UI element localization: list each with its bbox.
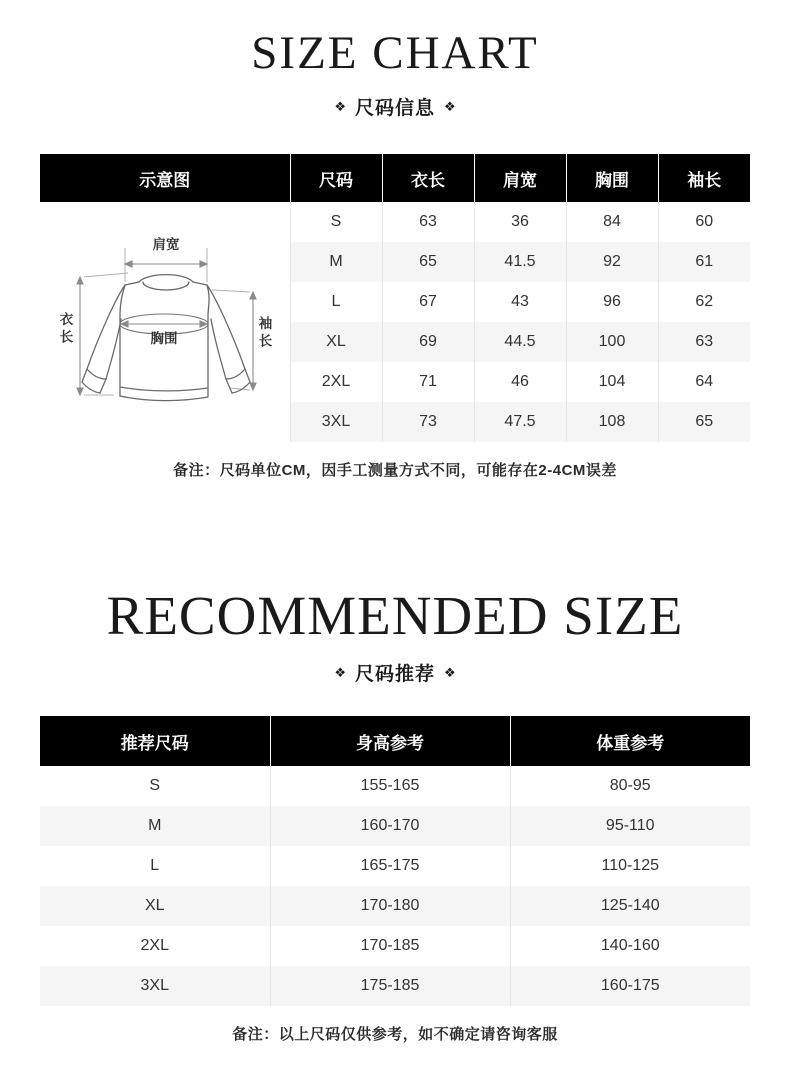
- table-cell: XL: [290, 322, 382, 362]
- table-cell: 63: [658, 322, 750, 362]
- table-cell: 175-185: [270, 966, 510, 1006]
- label-sleeve-length: 袖长: [256, 316, 272, 351]
- table-row: [40, 886, 750, 926]
- table-row: [40, 846, 750, 886]
- size-chart-subtitle: 尺码信息: [354, 98, 435, 119]
- size-table-header-row: [40, 154, 750, 202]
- table-cell: 95-110: [510, 806, 750, 846]
- table-cell: M: [40, 806, 270, 846]
- table-cell: 155-165: [270, 766, 510, 806]
- table-cell: S: [290, 202, 382, 242]
- table-cell: 61: [658, 242, 750, 282]
- table-cell: 125-140: [510, 886, 750, 926]
- table-cell: 36: [474, 202, 566, 242]
- table-cell: 46: [474, 362, 566, 402]
- table-cell: S: [40, 766, 270, 806]
- size-chart-title: SIZE CHART: [251, 27, 539, 79]
- table-cell: 63: [382, 202, 474, 242]
- ornament-icon: ❖: [334, 99, 346, 114]
- table-cell: 160-170: [270, 806, 510, 846]
- sweater-diagram: [40, 202, 290, 442]
- table-cell: XL: [40, 886, 270, 926]
- column-header-height: 身高参考: [270, 716, 510, 766]
- recommended-note: 备注：以上尺码仅供参考，如不确定请咨询客服: [232, 1026, 558, 1043]
- table-row: [40, 926, 750, 966]
- table-cell: 92: [566, 242, 658, 282]
- ornament-icon: ❖: [444, 665, 456, 680]
- table-cell: 108: [566, 402, 658, 442]
- table-cell: 96: [566, 282, 658, 322]
- label-shoulder-width: 肩宽: [152, 237, 180, 252]
- table-row: [40, 806, 750, 846]
- column-header-size: 尺码: [290, 154, 382, 202]
- table-cell: 2XL: [40, 926, 270, 966]
- table-cell: M: [290, 242, 382, 282]
- table-row: [40, 966, 750, 1006]
- table-cell: 3XL: [290, 402, 382, 442]
- table-cell: 69: [382, 322, 474, 362]
- column-header-recommended-size: 推荐尺码: [40, 716, 270, 766]
- size-table: [40, 154, 750, 442]
- table-cell: 67: [382, 282, 474, 322]
- recommended-subtitle: 尺码推荐: [354, 664, 435, 685]
- size-chart-note: 备注：尺码单位CM，因手工测量方式不同，可能存在2-4CM误差: [173, 462, 617, 479]
- ornament-icon: ❖: [444, 99, 456, 114]
- table-cell: 71: [382, 362, 474, 402]
- table-cell: 47.5: [474, 402, 566, 442]
- recommended-table-wrapper: [40, 716, 750, 1006]
- table-cell: 62: [658, 282, 750, 322]
- table-cell: 3XL: [40, 966, 270, 1006]
- table-cell: 170-180: [270, 886, 510, 926]
- table-cell: 165-175: [270, 846, 510, 886]
- table-cell: 104: [566, 362, 658, 402]
- label-chest: 胸围: [150, 331, 178, 346]
- table-cell: 100: [566, 322, 658, 362]
- table-cell: 160-175: [510, 966, 750, 1006]
- recommended-subtitle-row: [0, 659, 790, 686]
- size-chart-subtitle-row: [0, 93, 790, 120]
- table-cell: 44.5: [474, 322, 566, 362]
- table-cell: 65: [658, 402, 750, 442]
- column-header-sleeve: 袖长: [658, 154, 750, 202]
- label-garment-length: 衣长: [57, 312, 73, 347]
- table-row: [40, 202, 750, 242]
- table-cell: 110-125: [510, 846, 750, 886]
- table-cell: 65: [382, 242, 474, 282]
- column-header-length: 衣长: [382, 154, 474, 202]
- recommended-table: [40, 716, 750, 1006]
- table-cell: L: [290, 282, 382, 322]
- recommended-size-title: RECOMMENDED SIZE: [106, 585, 684, 646]
- diagram-cell: [40, 202, 290, 442]
- table-cell: 2XL: [290, 362, 382, 402]
- table-cell: 73: [382, 402, 474, 442]
- column-header-weight: 体重参考: [510, 716, 750, 766]
- table-cell: 170-185: [270, 926, 510, 966]
- table-row: [40, 766, 750, 806]
- table-cell: 43: [474, 282, 566, 322]
- ornament-icon: ❖: [334, 665, 346, 680]
- table-cell: 84: [566, 202, 658, 242]
- column-header-shoulder: 肩宽: [474, 154, 566, 202]
- column-header-diagram: 示意图: [40, 154, 290, 202]
- table-cell: 60: [658, 202, 750, 242]
- table-cell: 64: [658, 362, 750, 402]
- table-cell: L: [40, 846, 270, 886]
- table-cell: 140-160: [510, 926, 750, 966]
- column-header-chest: 胸围: [566, 154, 658, 202]
- table-cell: 80-95: [510, 766, 750, 806]
- recommended-table-header-row: [40, 716, 750, 766]
- size-table-wrapper: [40, 154, 750, 442]
- table-cell: 41.5: [474, 242, 566, 282]
